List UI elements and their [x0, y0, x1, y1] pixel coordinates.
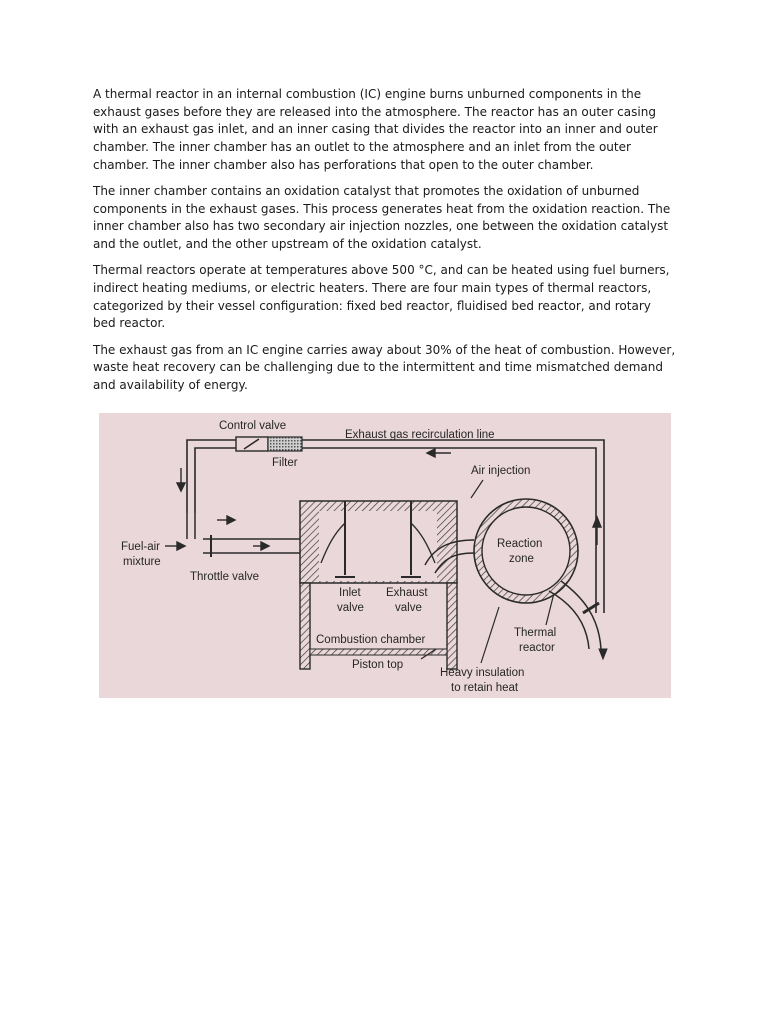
label-reactor: reactor [519, 642, 555, 654]
label-mixture: mixture [123, 556, 161, 568]
label-combustion-chamber: Combustion chamber [316, 634, 426, 646]
label-throttle-valve: Throttle valve [190, 571, 260, 583]
label-retain-heat: to retain heat [451, 682, 519, 694]
piston-top [310, 649, 447, 655]
label-filter: Filter [272, 457, 298, 469]
paragraph-2: The inner chamber contains an oxidation catalyst that promotes the oxidation of unburned components in the exhaust gases. This process generates heat from the oxidation reaction. The inner chamber also has two secondary air injection nozzles, one between the oxidation catalyst and the outlet, and the other upstream of the oxidation catalyst. [93, 184, 671, 252]
document-body [93, 86, 677, 403]
label-exhaust: Exhaust [386, 587, 428, 599]
filter [268, 437, 302, 451]
diagram-svg [99, 413, 671, 698]
paragraph-4: The exhaust gas from an IC engine carries away about 30% of the heat of combustion. However, waste heat recovery can be challenging due to the intermittent and time mismatched demand and availability of energy. [93, 342, 676, 393]
label-fuel-air: Fuel-air [121, 541, 160, 553]
head-cavity [319, 511, 437, 581]
label-air-injection: Air injection [471, 465, 531, 477]
paragraph-3: Thermal reactors operate at temperatures above 500 °C, and can be heated using fuel burners, indirect heating mediums, or electric heaters. There are four main types of thermal reactors, categorized by their vessel configuration: fixed bed reactor, fluidised bed reactor, and rotary bed reactor. [93, 263, 670, 331]
label-inlet-valve: valve [337, 602, 364, 614]
reaction-zone [482, 507, 570, 595]
thermal-reactor-diagram [99, 413, 671, 698]
label-control-valve: Control valve [219, 420, 287, 432]
paragraph-1: A thermal reactor in an internal combustion (IC) engine burns unburned components in the exhaust gases before they are released into the atmosphere. The reactor has an outer casing with an exhaust gas inlet, and an inner casing that divides the reactor into an inner and outer chamber. The inner chamber has an outlet to the atmosphere and an inlet from the outer chamber. The inner chamber also has perforations that open to the outer chamber. [93, 87, 658, 172]
label-reaction: Reaction [497, 538, 543, 550]
label-heavy-insulation: Heavy insulation [440, 667, 525, 679]
label-egr-line: Exhaust gas recirculation line [345, 429, 495, 441]
label-piston-top: Piston top [352, 659, 404, 671]
cylinder-wall-right [447, 583, 457, 669]
label-zone: zone [509, 553, 534, 565]
cylinder-wall-left [300, 583, 310, 669]
label-inlet: Inlet [339, 587, 361, 599]
label-exhaust-valve: valve [395, 602, 422, 614]
label-thermal: Thermal [514, 627, 557, 639]
